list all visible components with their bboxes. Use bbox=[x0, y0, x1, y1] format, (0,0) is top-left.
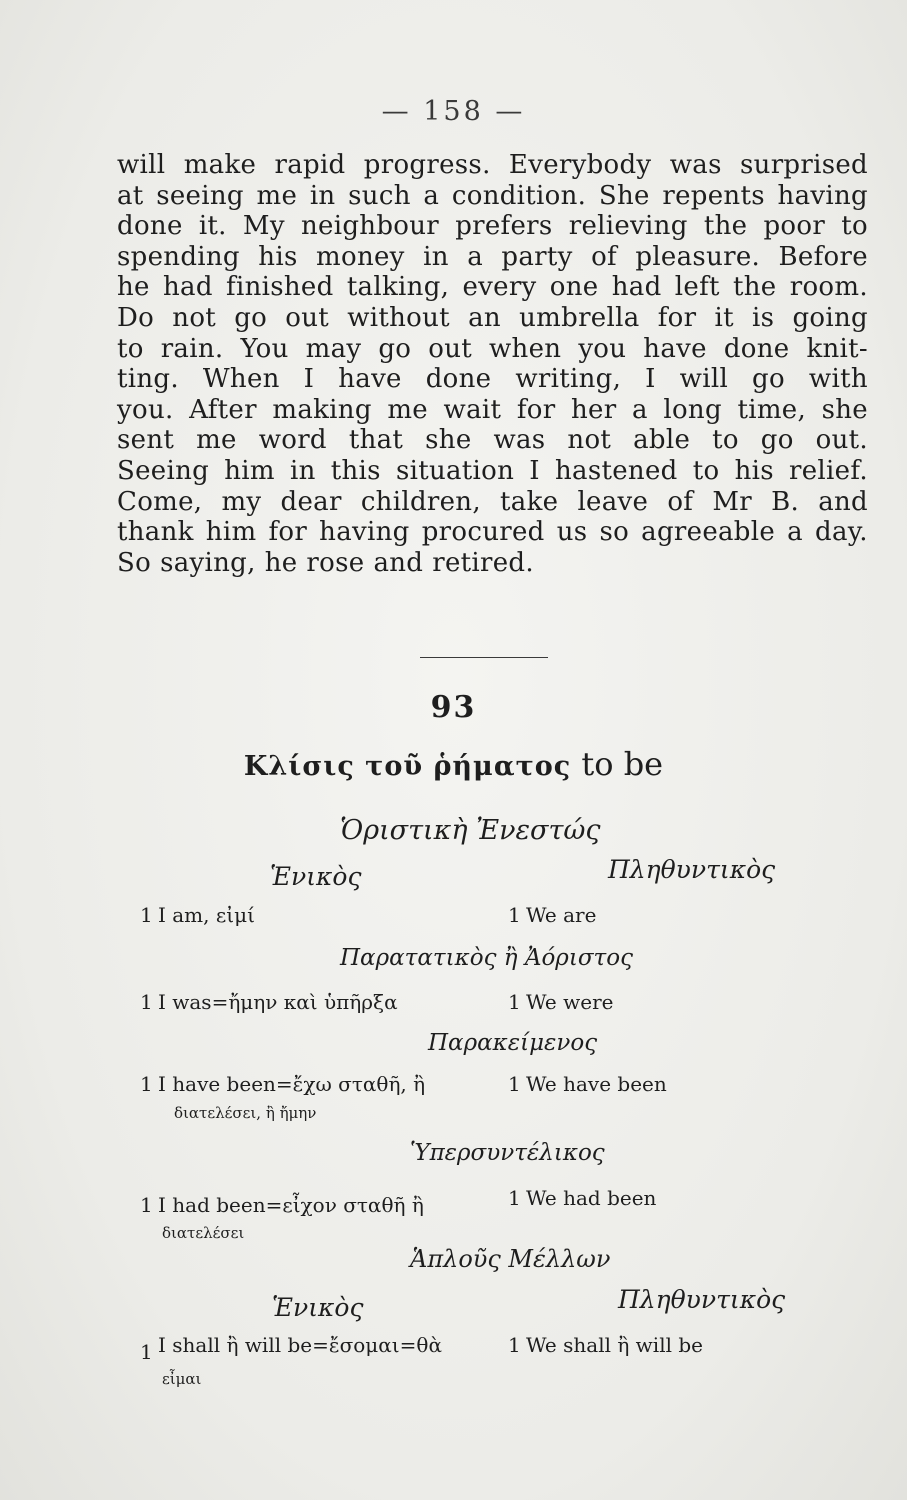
paragraph-line: Do not go out without an umbrella for it is going bbox=[117, 302, 868, 333]
section-divider bbox=[420, 657, 548, 658]
paragraph-line: he had finished talking, every one had left the room. bbox=[117, 272, 868, 303]
row-perfect-singular: I have been=ἔχω σταθῆ, ἢ bbox=[158, 1072, 426, 1096]
paragraph-line: thank him for having procured us so agreeable a day. bbox=[117, 517, 868, 548]
row-future-num: 1 bbox=[140, 1340, 153, 1364]
row-past-singular: I was=ἤμην καὶ ὑπῆρξα bbox=[158, 990, 398, 1014]
row-future-plural-num: 1 bbox=[508, 1333, 521, 1357]
heading-singular: Ἑνικὸς bbox=[270, 862, 362, 891]
row-perfect-plural-num: 1 bbox=[508, 1072, 521, 1096]
row-pluperfect-plural-num: 1 bbox=[508, 1186, 521, 1210]
paragraph-line: sent me word that she was not able to go out. bbox=[117, 425, 868, 456]
paragraph-line: spending his money in a party of pleasure. Before bbox=[117, 241, 868, 272]
heading-perfect: Παρακείμενος bbox=[428, 1030, 598, 1056]
paragraph-line: you. After making me wait for her a long time, she bbox=[117, 394, 868, 425]
row-present-plural: We are bbox=[526, 903, 597, 927]
row-perfect-plural: We have been bbox=[526, 1072, 667, 1096]
row-past-plural-num: 1 bbox=[508, 990, 521, 1014]
page-number: — 158 — bbox=[381, 96, 526, 127]
row-pluperfect-singular: I had been=εἶχον σταθῆ ἢ bbox=[158, 1193, 424, 1217]
paragraph-line: Seeing him in this situation I hastened to his relief. bbox=[117, 455, 868, 486]
row-present-plural-num: 1 bbox=[508, 903, 521, 927]
paragraph-line: Come, my dear children, take leave of Mr B. and bbox=[117, 486, 868, 517]
section-title-english: to be bbox=[581, 745, 664, 783]
row-present-singular: I am, εἰμί bbox=[158, 903, 255, 927]
row-future-plural: We shall ἢ will be bbox=[526, 1333, 703, 1357]
row-pluperfect-plural: We had been bbox=[526, 1186, 657, 1210]
paragraph-line: done it. My neighbour prefers relieving the poor to bbox=[117, 211, 868, 242]
row-future-singular: I shall ἢ will be=ἔσομαι=θὰ bbox=[158, 1333, 442, 1357]
exercise-paragraph bbox=[117, 150, 877, 578]
row-past-plural: We were bbox=[526, 990, 614, 1014]
heading-past: Παρατατικὸς ἢ Ἀόριστος bbox=[340, 945, 634, 971]
row-past-num: 1 bbox=[140, 990, 153, 1014]
paragraph-line: at seeing me in such a condition. She repents having bbox=[117, 180, 868, 211]
row-future-singular-cont: εἶμαι bbox=[162, 1370, 202, 1388]
heading-present: Ὁριστικὴ Ἐνεστώς bbox=[340, 815, 601, 846]
row-perfect-singular-cont: διατελέσει, ἢ ἤμην bbox=[174, 1104, 317, 1122]
row-pluperfect-singular-cont: διατελέσει bbox=[162, 1224, 245, 1242]
row-perfect-num: 1 bbox=[140, 1072, 153, 1096]
paragraph-line: So saying, he rose and retired. bbox=[117, 547, 534, 578]
paragraph-line: will make rapid progress. Everybody was surprised bbox=[117, 150, 868, 180]
paragraph-line: ting. When I have done writing, I will go with bbox=[117, 364, 868, 395]
section-title bbox=[0, 745, 907, 783]
section-title-greek: Κλίσις τοῦ ῥήματος bbox=[243, 751, 572, 782]
row-pluperfect-num: 1 bbox=[140, 1193, 153, 1217]
row-present-num: 1 bbox=[140, 903, 153, 927]
heading-future: Ἁπλοῦς Μέλλων bbox=[410, 1245, 611, 1273]
section-number: 93 bbox=[430, 690, 477, 725]
heading-plural: Πληθυντικὸς bbox=[608, 855, 776, 884]
heading-singular-future: Ἑνικὸς bbox=[272, 1293, 364, 1322]
heading-plural-future: Πληθυντικὸς bbox=[618, 1285, 786, 1314]
heading-pluperfect: Ὑπερσυντέλικος bbox=[410, 1140, 605, 1166]
paragraph-line: to rain. You may go out when you have done knit- bbox=[117, 333, 868, 364]
